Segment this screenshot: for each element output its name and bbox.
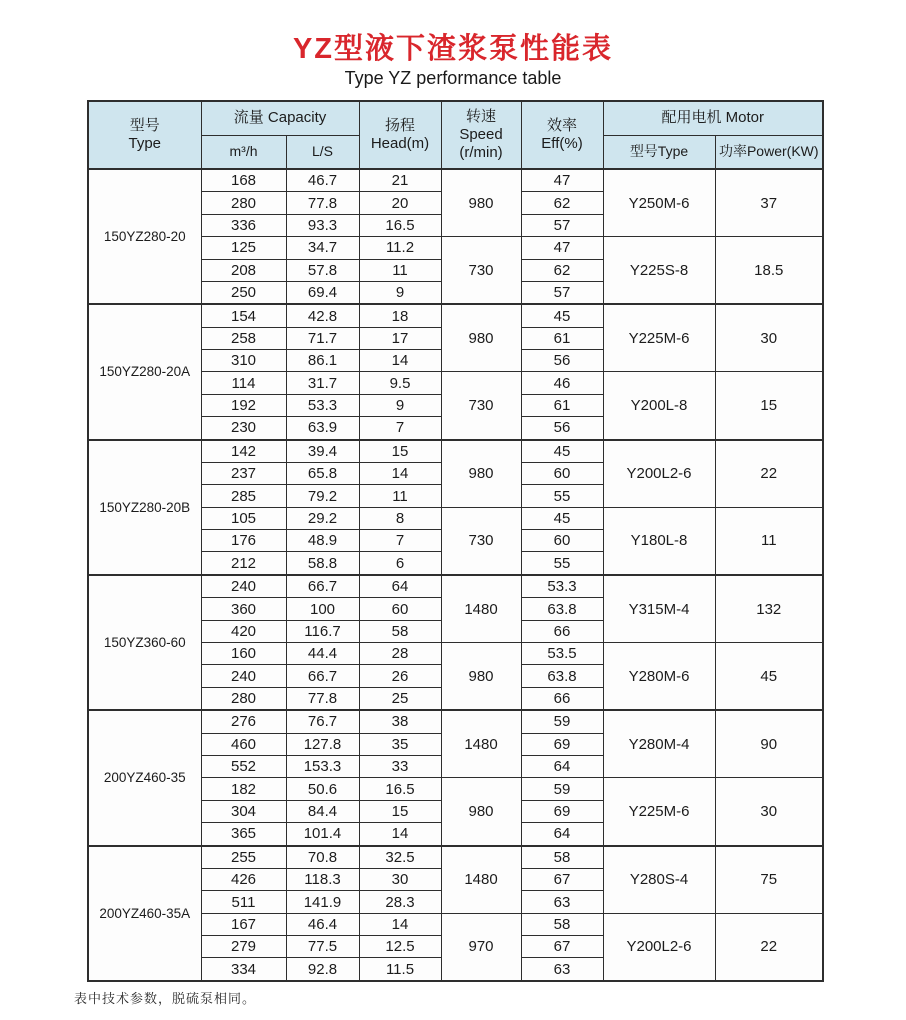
capacity-m3h-cell: 240 xyxy=(201,575,286,598)
head-cell: 64 xyxy=(359,575,441,598)
eff-cell: 47 xyxy=(521,237,603,259)
head-cell: 20 xyxy=(359,192,441,214)
eff-cell: 60 xyxy=(521,530,603,552)
head-cell: 33 xyxy=(359,756,441,778)
eff-cell: 66 xyxy=(521,620,603,642)
capacity-m3h-cell: 208 xyxy=(201,259,286,281)
eff-cell: 45 xyxy=(521,440,603,463)
eff-cell: 69 xyxy=(521,733,603,755)
capacity-m3h-cell: 310 xyxy=(201,350,286,372)
motor-power-cell: 15 xyxy=(715,372,823,440)
head-cell: 16.5 xyxy=(359,778,441,800)
capacity-m3h-cell: 279 xyxy=(201,936,286,958)
eff-cell: 56 xyxy=(521,350,603,372)
capacity-m3h-cell: 365 xyxy=(201,823,286,846)
eff-cell: 61 xyxy=(521,327,603,349)
capacity-ls-cell: 93.3 xyxy=(286,214,359,236)
head-cell: 9 xyxy=(359,281,441,304)
table-body xyxy=(88,169,823,981)
head-cell: 11 xyxy=(359,259,441,281)
head-cell: 32.5 xyxy=(359,846,441,869)
capacity-m3h-cell: 114 xyxy=(201,372,286,394)
capacity-m3h-cell: 212 xyxy=(201,552,286,575)
capacity-m3h-cell: 250 xyxy=(201,281,286,304)
header-ls: L/S xyxy=(286,135,359,169)
motor-model-cell: Y200L2-6 xyxy=(603,440,715,508)
capacity-m3h-cell: 334 xyxy=(201,958,286,981)
head-cell: 11.2 xyxy=(359,237,441,259)
eff-cell: 59 xyxy=(521,710,603,733)
capacity-m3h-cell: 255 xyxy=(201,846,286,869)
capacity-ls-cell: 57.8 xyxy=(286,259,359,281)
eff-cell: 59 xyxy=(521,778,603,800)
pump-model-cell: 150YZ280-20 xyxy=(88,169,201,304)
motor-power-cell: 75 xyxy=(715,846,823,914)
pump-model-cell: 200YZ460-35A xyxy=(88,846,201,981)
head-cell: 12.5 xyxy=(359,936,441,958)
head-cell: 28 xyxy=(359,643,441,665)
capacity-ls-cell: 127.8 xyxy=(286,733,359,755)
capacity-ls-cell: 42.8 xyxy=(286,304,359,327)
eff-cell: 67 xyxy=(521,936,603,958)
eff-cell: 55 xyxy=(521,485,603,507)
header-model xyxy=(88,101,201,169)
capacity-ls-cell: 34.7 xyxy=(286,237,359,259)
motor-model-cell: Y225S-8 xyxy=(603,237,715,305)
capacity-ls-cell: 84.4 xyxy=(286,800,359,822)
capacity-ls-cell: 46.7 xyxy=(286,169,359,192)
capacity-m3h-cell: 552 xyxy=(201,756,286,778)
head-cell: 15 xyxy=(359,800,441,822)
capacity-ls-cell: 86.1 xyxy=(286,350,359,372)
motor-power-cell: 45 xyxy=(715,643,823,711)
head-cell: 9.5 xyxy=(359,372,441,394)
capacity-m3h-cell: 360 xyxy=(201,598,286,620)
header-motor-model: 型号Type xyxy=(603,135,715,169)
motor-power-cell: 22 xyxy=(715,440,823,508)
header-m3h: m³/h xyxy=(201,135,286,169)
capacity-ls-cell: 44.4 xyxy=(286,643,359,665)
head-cell: 7 xyxy=(359,417,441,440)
speed-cell: 730 xyxy=(441,237,521,305)
eff-cell: 58 xyxy=(521,846,603,869)
page-title: YZ型液下渣浆泵性能表 xyxy=(292,33,614,65)
capacity-m3h-cell: 258 xyxy=(201,327,286,349)
capacity-ls-cell: 66.7 xyxy=(286,665,359,687)
header-speed-unit: (r/min) xyxy=(459,144,503,161)
header-capacity: 流量 Capacity xyxy=(201,101,359,135)
capacity-ls-cell: 70.8 xyxy=(286,846,359,869)
capacity-m3h-cell: 168 xyxy=(201,169,286,192)
eff-cell: 62 xyxy=(521,259,603,281)
capacity-ls-cell: 46.4 xyxy=(286,913,359,935)
eff-cell: 62 xyxy=(521,192,603,214)
motor-model-cell: Y280M-4 xyxy=(603,710,715,778)
eff-cell: 45 xyxy=(521,507,603,529)
motor-model-cell: Y225M-6 xyxy=(603,304,715,372)
pump-model-cell: 150YZ280-20A xyxy=(88,304,201,439)
speed-cell: 1480 xyxy=(441,710,521,778)
eff-cell: 57 xyxy=(521,281,603,304)
header-head-en: Head(m) xyxy=(370,135,430,152)
eff-cell: 64 xyxy=(521,756,603,778)
header-speed xyxy=(441,101,521,169)
capacity-m3h-cell: 304 xyxy=(201,800,286,822)
capacity-m3h-cell: 420 xyxy=(201,620,286,642)
eff-cell: 63.8 xyxy=(521,665,603,687)
capacity-m3h-cell: 125 xyxy=(201,237,286,259)
header-head-zh: 扬程 xyxy=(384,117,415,134)
eff-cell: 56 xyxy=(521,417,603,440)
capacity-m3h-cell: 167 xyxy=(201,913,286,935)
capacity-ls-cell: 153.3 xyxy=(286,756,359,778)
capacity-ls-cell: 65.8 xyxy=(286,463,359,485)
table-row xyxy=(88,440,823,463)
speed-cell: 980 xyxy=(441,169,521,237)
head-cell: 25 xyxy=(359,687,441,710)
capacity-m3h-cell: 285 xyxy=(201,485,286,507)
capacity-m3h-cell: 230 xyxy=(201,417,286,440)
capacity-ls-cell: 76.7 xyxy=(286,710,359,733)
eff-cell: 45 xyxy=(521,304,603,327)
pump-model-cell: 150YZ360-60 xyxy=(88,575,201,710)
capacity-ls-cell: 63.9 xyxy=(286,417,359,440)
motor-power-cell: 22 xyxy=(715,913,823,981)
capacity-ls-cell: 77.8 xyxy=(286,687,359,710)
speed-cell: 1480 xyxy=(441,846,521,914)
capacity-m3h-cell: 105 xyxy=(201,507,286,529)
head-cell: 8 xyxy=(359,507,441,529)
header-head xyxy=(359,101,441,169)
capacity-m3h-cell: 426 xyxy=(201,869,286,891)
capacity-ls-cell: 79.2 xyxy=(286,485,359,507)
eff-cell: 58 xyxy=(521,913,603,935)
capacity-m3h-cell: 240 xyxy=(201,665,286,687)
header-motor: 配用电机 Motor xyxy=(603,101,823,135)
motor-model-cell: Y200L-8 xyxy=(603,372,715,440)
capacity-ls-cell: 29.2 xyxy=(286,507,359,529)
capacity-ls-cell: 69.4 xyxy=(286,281,359,304)
capacity-m3h-cell: 336 xyxy=(201,214,286,236)
head-cell: 11.5 xyxy=(359,958,441,981)
head-cell: 15 xyxy=(359,440,441,463)
header-model-en: Type xyxy=(128,135,162,152)
motor-model-cell: Y280S-4 xyxy=(603,846,715,914)
capacity-ls-cell: 50.6 xyxy=(286,778,359,800)
speed-cell: 980 xyxy=(441,778,521,846)
capacity-ls-cell: 77.5 xyxy=(286,936,359,958)
eff-cell: 63 xyxy=(521,891,603,913)
head-cell: 7 xyxy=(359,530,441,552)
eff-cell: 46 xyxy=(521,372,603,394)
motor-power-cell: 11 xyxy=(715,507,823,575)
capacity-m3h-cell: 511 xyxy=(201,891,286,913)
speed-cell: 730 xyxy=(441,372,521,440)
header-speed-en: Speed xyxy=(459,126,503,143)
motor-model-cell: Y180L-8 xyxy=(603,507,715,575)
header-speed-zh: 转速 xyxy=(465,108,496,125)
capacity-ls-cell: 58.8 xyxy=(286,552,359,575)
head-cell: 26 xyxy=(359,665,441,687)
eff-cell: 55 xyxy=(521,552,603,575)
capacity-m3h-cell: 154 xyxy=(201,304,286,327)
eff-cell: 63 xyxy=(521,958,603,981)
head-cell: 30 xyxy=(359,869,441,891)
motor-model-cell: Y315M-4 xyxy=(603,575,715,643)
head-cell: 17 xyxy=(359,327,441,349)
table-row xyxy=(88,710,823,733)
head-cell: 14 xyxy=(359,463,441,485)
eff-cell: 60 xyxy=(521,463,603,485)
capacity-m3h-cell: 280 xyxy=(201,687,286,710)
header-motor-power: 功率Power(KW) xyxy=(715,135,823,169)
header-eff xyxy=(521,101,603,169)
eff-cell: 66 xyxy=(521,687,603,710)
capacity-ls-cell: 39.4 xyxy=(286,440,359,463)
header-eff-en: Eff(%) xyxy=(541,135,583,152)
speed-cell: 980 xyxy=(441,304,521,372)
eff-cell: 63.8 xyxy=(521,598,603,620)
capacity-ls-cell: 31.7 xyxy=(286,372,359,394)
capacity-m3h-cell: 276 xyxy=(201,710,286,733)
head-cell: 21 xyxy=(359,169,441,192)
pump-model-cell: 150YZ280-20B xyxy=(88,440,201,575)
motor-power-cell: 132 xyxy=(715,575,823,643)
head-cell: 14 xyxy=(359,823,441,846)
footnote: 表中技术参数，脱硫泵相同。 xyxy=(74,991,257,1006)
capacity-ls-cell: 66.7 xyxy=(286,575,359,598)
motor-model-cell: Y280M-6 xyxy=(603,643,715,711)
speed-cell: 980 xyxy=(441,643,521,711)
header-row-1 xyxy=(88,101,823,135)
table-row xyxy=(88,304,823,327)
header-model-zh: 型号 xyxy=(129,117,160,134)
capacity-m3h-cell: 142 xyxy=(201,440,286,463)
head-cell: 58 xyxy=(359,620,441,642)
capacity-ls-cell: 118.3 xyxy=(286,869,359,891)
eff-cell: 47 xyxy=(521,169,603,192)
head-cell: 38 xyxy=(359,710,441,733)
page-subtitle: Type YZ performance table xyxy=(344,68,562,88)
capacity-m3h-cell: 160 xyxy=(201,643,286,665)
table-row xyxy=(88,169,823,192)
head-cell: 16.5 xyxy=(359,214,441,236)
capacity-m3h-cell: 237 xyxy=(201,463,286,485)
motor-power-cell: 37 xyxy=(715,169,823,237)
head-cell: 11 xyxy=(359,485,441,507)
eff-cell: 53.3 xyxy=(521,575,603,598)
speed-cell: 980 xyxy=(441,440,521,508)
motor-model-cell: Y225M-6 xyxy=(603,778,715,846)
head-cell: 14 xyxy=(359,913,441,935)
head-cell: 28.3 xyxy=(359,891,441,913)
motor-power-cell: 90 xyxy=(715,710,823,778)
motor-power-cell: 30 xyxy=(715,304,823,372)
capacity-ls-cell: 53.3 xyxy=(286,394,359,416)
table-header xyxy=(88,101,823,169)
head-cell: 18 xyxy=(359,304,441,327)
capacity-ls-cell: 100 xyxy=(286,598,359,620)
capacity-ls-cell: 71.7 xyxy=(286,327,359,349)
speed-cell: 730 xyxy=(441,507,521,575)
table-row xyxy=(88,846,823,869)
performance-table xyxy=(87,100,824,982)
speed-cell: 1480 xyxy=(441,575,521,643)
capacity-m3h-cell: 176 xyxy=(201,530,286,552)
capacity-m3h-cell: 280 xyxy=(201,192,286,214)
pump-model-cell: 200YZ460-35 xyxy=(88,710,201,845)
eff-cell: 57 xyxy=(521,214,603,236)
capacity-ls-cell: 92.8 xyxy=(286,958,359,981)
capacity-m3h-cell: 460 xyxy=(201,733,286,755)
eff-cell: 53.5 xyxy=(521,643,603,665)
capacity-m3h-cell: 182 xyxy=(201,778,286,800)
capacity-ls-cell: 116.7 xyxy=(286,620,359,642)
speed-cell: 970 xyxy=(441,913,521,981)
capacity-ls-cell: 77.8 xyxy=(286,192,359,214)
motor-power-cell: 18.5 xyxy=(715,237,823,305)
eff-cell: 67 xyxy=(521,869,603,891)
eff-cell: 64 xyxy=(521,823,603,846)
head-cell: 6 xyxy=(359,552,441,575)
capacity-m3h-cell: 192 xyxy=(201,394,286,416)
capacity-ls-cell: 101.4 xyxy=(286,823,359,846)
capacity-ls-cell: 48.9 xyxy=(286,530,359,552)
capacity-ls-cell: 141.9 xyxy=(286,891,359,913)
motor-power-cell: 30 xyxy=(715,778,823,846)
table-row xyxy=(88,575,823,598)
header-eff-zh: 效率 xyxy=(546,117,577,134)
head-cell: 35 xyxy=(359,733,441,755)
head-cell: 60 xyxy=(359,598,441,620)
motor-model-cell: Y250M-6 xyxy=(603,169,715,237)
head-cell: 14 xyxy=(359,350,441,372)
motor-model-cell: Y200L2-6 xyxy=(603,913,715,981)
eff-cell: 69 xyxy=(521,800,603,822)
head-cell: 9 xyxy=(359,394,441,416)
eff-cell: 61 xyxy=(521,394,603,416)
